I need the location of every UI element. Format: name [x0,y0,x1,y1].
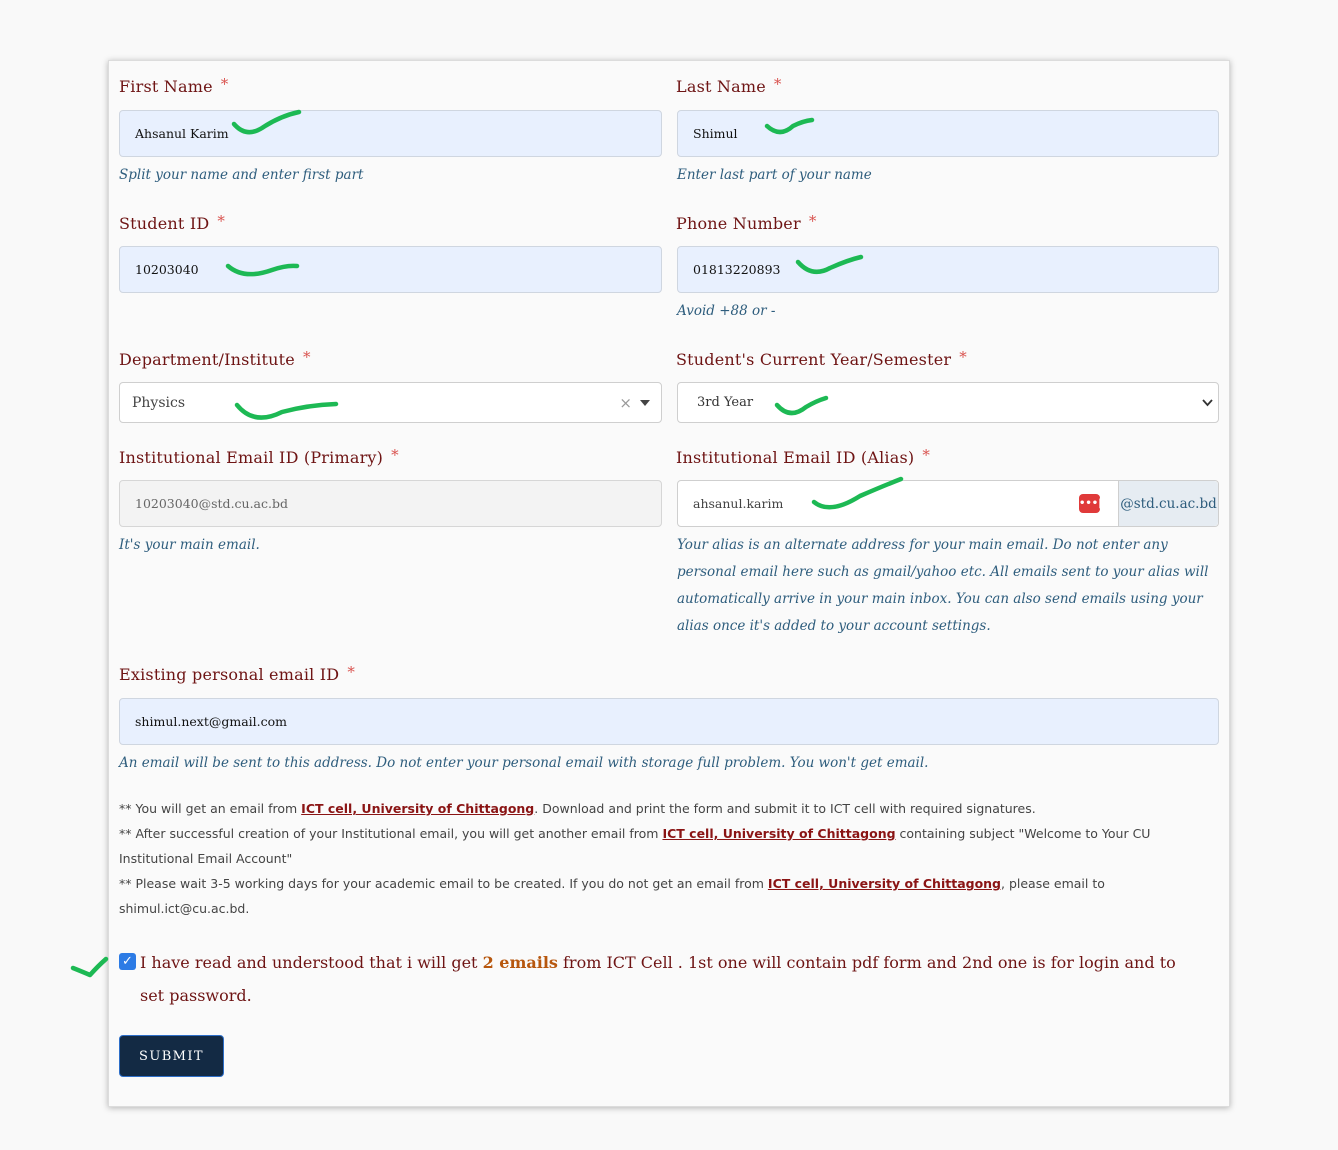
required-marker: * [922,446,931,464]
email-primary-help: It's your main email. [119,537,260,553]
personal-email-input[interactable] [119,698,1219,745]
instructions-notes [119,796,1219,921]
org-name: ICT cell, University of Chittagong [301,801,535,816]
emails-count-highlight: 2 emails [482,953,558,972]
required-marker: * [302,348,311,366]
required-marker: * [391,446,399,464]
last-name-label: Last Name * [676,75,782,96]
year-label: Student's Current Year/Semester * [676,348,967,369]
note-2: ** After successful creation of your Institutional email, you will get another email from ICT cell, University of Chittagong containing subject "Welcome to Your CU Institutional Email Account" [119,826,1151,866]
org-name: ICT cell, University of Chittagong [662,826,896,841]
phone-help: Avoid +88 or - [677,303,776,319]
email-primary-input [119,480,662,527]
chevron-down-icon[interactable] [1202,398,1213,407]
org-name: ICT cell, University of Chittagong [767,876,1002,891]
year-select[interactable] [677,382,1219,423]
required-marker: * [773,75,782,93]
department-select[interactable] [119,382,662,423]
clear-icon[interactable]: × [619,394,632,412]
submit-button[interactable]: SUBMIT [119,1035,224,1077]
email-domain-suffix: @std.cu.ac.bd [1118,481,1218,526]
note-3: ** Please wait 3-5 working days for your academic email to be created. If you do not get an email from ICT cell, University of Chittagong, please email to shimul.ict@cu.ac.bd. [119,876,1105,916]
last-name-help: Enter last part of your name [677,167,872,183]
email-alias-value: ahsanul.karim [693,496,784,511]
department-value: Physics [132,394,186,411]
email-primary-value: 10203040@std.cu.ac.bd [135,496,288,511]
phone-label: Phone Number * [676,212,817,233]
registration-form-card [108,60,1230,1107]
student-id-input[interactable] [119,246,662,293]
caret-down-icon[interactable] [640,400,650,406]
first-name-help: Split your name and enter first part [119,167,364,183]
green-check-mark [73,959,106,975]
agreement-text: I have read and understood that i will get 2 emails from ICT Cell . 1st one will contain pdf form and 2nd one is for login and to set password. [140,953,1176,1005]
phone-input[interactable] [677,246,1219,293]
email-alias-help: Your alias is an alternate address for your main email. Do not enter any personal email here such as gmail/yahoo etc. All emails sent to your alias will automatically arrive in your main inbox. You can also send emails using your alias once it's added to your account settings. [677,537,1209,634]
personal-email-help: An email will be sent to this address. Do not enter your personal email with storage full problem. You won't get email. [119,755,929,771]
first-name-label: First Name * [119,75,229,96]
required-marker: * [808,212,817,230]
first-name-value: Ahsanul Karim [135,126,229,141]
phone-value: 01813220893 [693,262,781,277]
last-name-input[interactable] [677,110,1219,157]
student-id-value: 10203040 [135,262,199,277]
email-primary-label: Institutional Email ID (Primary) * [119,446,399,467]
email-alias-label: Institutional Email ID (Alias) * [676,446,931,467]
agreement-checkbox[interactable]: ✓ [119,953,136,970]
personal-email-value: shimul.next@gmail.com [135,714,288,729]
first-name-input[interactable] [119,110,662,157]
note-1: ** You will get an email from ICT cell, University of Chittagong. Download and print the form and submit it to ICT cell with required signatures. [119,801,1036,816]
personal-email-label: Existing personal email ID * [119,663,356,684]
required-marker: * [217,212,226,230]
required-marker: * [220,75,229,93]
department-label: Department/Institute * [119,348,311,369]
student-id-label: Student ID * [119,212,226,233]
email-alias-input[interactable] [677,480,1219,527]
required-marker: * [347,663,356,681]
required-marker: * [959,348,967,366]
last-name-value: Shimul [693,126,738,141]
year-value: 3rd Year [697,395,754,410]
password-manager-icon[interactable]: •••| [1079,494,1100,513]
